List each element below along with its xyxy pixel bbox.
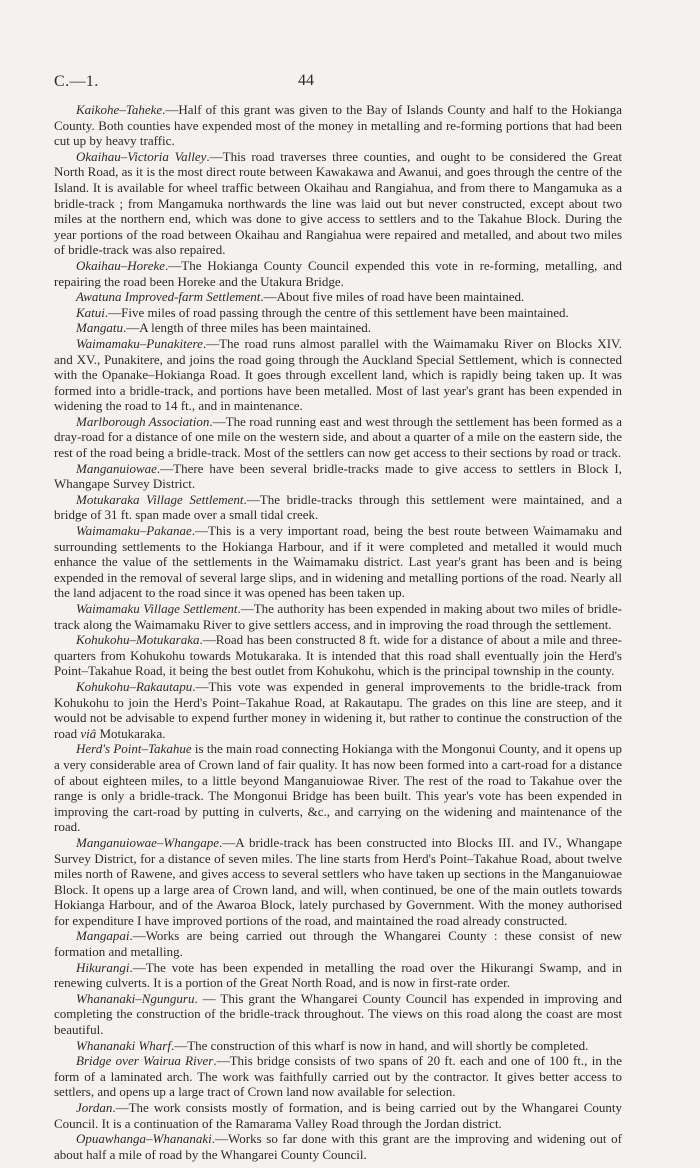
paragraph-text: Works so far done with this grant are the improving and widening out of about half a mile of road by the Whangarei County Council. <box>54 1131 622 1162</box>
paragraph-text: The road running east and west through the settlement has been formed as a dray-road for a distance of one mile on the western side, and about a quarter of a mile on the eastern side, the rest of the road being a bridle-track. Most of the settlers can now get access to their sections by road or track. <box>54 413 622 461</box>
paragraph-text: This bridge consists of two spans of 20 ft. each and one of 100 ft., in the form of a laminated arch. The work was faithfully carried out by the contractor. It gives better access to settlers, and opens up a large tract of Crown land now available for selection. <box>54 1053 622 1100</box>
paragraph <box>54 1038 622 1054</box>
paragraph-separator: .— <box>165 257 182 273</box>
paragraph <box>54 461 622 492</box>
paragraph-text: A bridle-track has been constructed into Blocks III. and IV., Whangape Survey District, for a distance of seven miles. The line starts from Herd's Point–Takahue Road, about twelve miles north of Rawene, and gives access to several settlers who have taken up sections in the Manganuiowae Block. It opens up a large area of Crown land, and will, when continued, be one of the main outlets towards Hokianga Harbour, and of the Awaroa Block, lately purchased by Government. With the money authorised for expenditure I have improved portions of the road, and maintained the road already constructed. <box>54 834 622 928</box>
paragraph-title: Marlborough Association <box>76 413 210 429</box>
paragraph-separator: .— <box>260 289 277 305</box>
paragraph-separator: .— <box>156 460 174 476</box>
paragraph-title: Whananaki–Ngunguru <box>76 990 195 1006</box>
paragraph <box>54 991 622 1038</box>
paragraph-text: The vote has been expended in metalling the road over the Hikurangi Swamp, and in renewing culverts. It is a portion of the Great North Road, and is now in first-rate order. <box>54 959 622 991</box>
paragraph-title: Waimamaku–Punakitere <box>76 335 203 351</box>
paragraph <box>54 149 622 258</box>
paragraph-text: Road has been constructed 8 ft. wide for a distance of about a mile and three-quarters from Kohukohu towards Motukaraka. It is intended that this road shall eventually join the Herd's Point–Takahue Road, it being the best outlet from Kohukohu, which is the principal township in the county. <box>54 632 622 679</box>
paragraph-separator: .— <box>104 304 122 320</box>
paragraph-separator: .— <box>129 959 146 975</box>
paragraph-separator: .— <box>237 601 254 616</box>
paragraph <box>54 1131 622 1162</box>
paragraph <box>54 320 622 336</box>
paragraph-title: Kohukohu–Rakautapu <box>76 678 193 694</box>
paragraph <box>54 835 622 929</box>
paragraph-text: is the main road connecting Hokianga with the Mongonui County, and it opens up a very considerable area of Crown land of fair quality. It has now been formed into a cart-road for a distance of about eighteen miles, to a little beyond Manganuiowae River. The rest of the road to Takahue over the range is only a bridle-track. The Mongonui Bridge has been built. This year's vote has been expended in improving the cart-road by putting in culverts, &c., and carrying on the widening and maintenance of the road. <box>54 741 622 835</box>
paragraph-title: Katui <box>76 304 105 320</box>
paragraph-title: Okaihau–Victoria Valley <box>76 148 207 164</box>
paragraph-text: The bridle-tracks through this settlement were maintained, and a bridge of 31 ft. span made over a small tidal creek. <box>54 491 622 523</box>
paragraph-text: This vote was expended in general improvements to the bridle-track from Kohukohu to join the Herd's Point–Takahue Road, at Rakautapu. The grades on this line are steep, and it would not be advisable to expend further money in widening it, but rather to continue the construction of the road <box>54 678 622 741</box>
paragraph-title: Awatuna Improved-farm Settlement <box>76 289 261 305</box>
paragraph-separator: .— <box>206 148 223 164</box>
paragraph <box>54 492 622 523</box>
paragraph-text: The authority has been expended in making about two miles of bridle-track along the Waimamaku River to give settlers access, and in improving the road through the settlement. <box>54 601 622 632</box>
paragraph-separator: .— <box>170 1037 188 1053</box>
paragraph-separator: . — <box>194 990 221 1006</box>
paragraph-title: Okaihau–Horeke <box>76 257 166 273</box>
paragraph-separator: .— <box>129 928 146 944</box>
paragraph-text: The construction of this wharf is now in hand, and will shortly be completed. <box>187 1037 589 1053</box>
paragraph-text: A length of three miles has been maintained. <box>139 320 371 336</box>
paragraph-separator: .— <box>162 102 179 117</box>
paragraph-text: The Hokianga County Council expended this vote in re-forming, metalling, and repairing the road been Horeke and the Utakura Bridge. <box>54 257 622 289</box>
paragraph-title: Herd's Point–Takahue <box>76 741 192 757</box>
paragraph-separator: .— <box>213 1053 230 1069</box>
paragraph-title: Manganuiowae–Whangape <box>76 834 219 850</box>
paragraph-separator: .— <box>202 335 220 351</box>
paragraph-title: Motukaraka Village Settlement <box>76 491 244 507</box>
paragraph <box>54 523 622 601</box>
paragraph-title: Whananaki Wharf <box>76 1037 171 1053</box>
paragraph-text: Motukaraka. <box>96 725 166 741</box>
paragraph-text: This grant the Whangarei County Council has expended in improving and completing the construction of the bridle-track throughout. The views on this road along the coast are most beautiful. <box>54 990 623 1038</box>
paragraph <box>54 928 622 959</box>
paragraph-text: There have been several bridle-tracks made to give access to settlers in Block I, Whangape Survey District. <box>54 460 622 492</box>
paragraph <box>54 1053 622 1100</box>
paragraph-title: Mangapai <box>76 928 130 944</box>
paragraph-text: The road runs almost parallel with the Waimamaku River on Blocks XIV. and XV., Punakitere, and joins the road going through the Auckland Special Settlement, which is connected with the Opanake–Hokianga Road. It goes through excellent land, which is rapidly being taken up. It was formed into a bridle-track, and portions have been metalled. Most of last year's grant has been expended in widening the road to 14 ft., and in maintenance. <box>54 335 622 414</box>
paragraph-title: Waimamaku Village Settlement <box>76 601 238 616</box>
paragraph-text: Works are being carried out through the Whangarei County : these consist of new formation and metalling. <box>54 928 622 960</box>
paragraph-title: Kaikohe–Taheke <box>76 102 163 117</box>
paragraph-text: This road traverses three counties, and ought to be considered the Great North Road, as it is the most direct route between Kawakawa and Awanui, and goes through the centre of the Island. It is available for wheel traffic between Okaihau and Rangiahua, and from there to Mangamuka as a bridle-track ; from Mangamuka northwards the line was laid out but never constructed, except about two miles at the northern end, which was done to give access to settlers and to the Takahue Block. During the year portions of the road between Okaihau and Rangiahua were repaired and metalled, and about two miles of bridle-track was also repaired. <box>54 148 622 258</box>
paragraph <box>54 102 622 149</box>
paragraph-title: Jordan <box>76 1100 113 1115</box>
paragraph-title: Manganuiowae <box>76 460 157 476</box>
paper-code: C.—1. <box>54 73 99 90</box>
paragraph-text: Half of this grant was given to the Bay of Islands County and half to the Hokianga County. Both counties have expended most of the money in metalling and re-forming portions that had been cut up by heavy traffic. <box>54 102 622 149</box>
paragraph-text-italic: viâ <box>80 725 97 741</box>
paragraph <box>54 414 622 461</box>
paragraph <box>54 741 622 835</box>
page-number: 44 <box>298 72 314 89</box>
paragraph-separator: .— <box>192 678 209 694</box>
paragraph-title: Mangatu <box>76 320 123 336</box>
paragraph <box>54 601 622 632</box>
paragraph-separator: .— <box>191 523 209 539</box>
paragraph-text: The work consists mostly of formation, and is being carried out by the Whangarei County Council. It is a continuation of the Ramarama Valley Road through the Jordan district. <box>54 1100 622 1131</box>
paragraph-separator: .— <box>199 632 216 648</box>
paragraph <box>54 1100 622 1131</box>
paragraph-title: Waimamaku–Pakanae <box>76 523 192 539</box>
paragraph-title: Opuawhanga–Whananaki <box>76 1131 212 1147</box>
paragraph-separator: .— <box>112 1100 129 1115</box>
paragraph-title: Bridge over Wairua River <box>76 1053 214 1069</box>
paragraph-separator: .— <box>243 491 260 507</box>
paragraph-title: Hikurangi <box>76 959 130 975</box>
paragraph <box>54 336 622 414</box>
paragraph-text: About five miles of road have been maintained. <box>276 289 525 305</box>
paragraph <box>54 305 622 321</box>
paragraph <box>54 289 622 305</box>
paragraph <box>54 679 622 741</box>
document-body <box>54 102 622 1162</box>
paragraph-separator: .— <box>211 1131 229 1147</box>
paragraph-title: Kohukohu–Motukaraka <box>76 632 200 648</box>
paragraph-text: This is a very important road, being the best route between Waimamaku and surrounding settlements to the Hokianga Harbour, and if it were completed and metalled it would much enhance the value of the settlements in the Waimamaku district. Last year's grant has been and is being expended in the removal of several large slips, and in widening and metalling portions of the road. Nearly all the land adjacent to the road since it was opened has been taken up. <box>54 523 622 601</box>
paragraph-separator: .— <box>218 834 236 850</box>
paragraph-separator: .— <box>122 320 140 336</box>
paragraph-text: Five miles of road passing through the centre of this settlement have been maintained. <box>121 304 569 320</box>
paragraph <box>54 632 622 679</box>
paragraph-separator: .— <box>209 413 226 429</box>
paragraph <box>54 258 622 289</box>
paragraph <box>54 960 622 991</box>
